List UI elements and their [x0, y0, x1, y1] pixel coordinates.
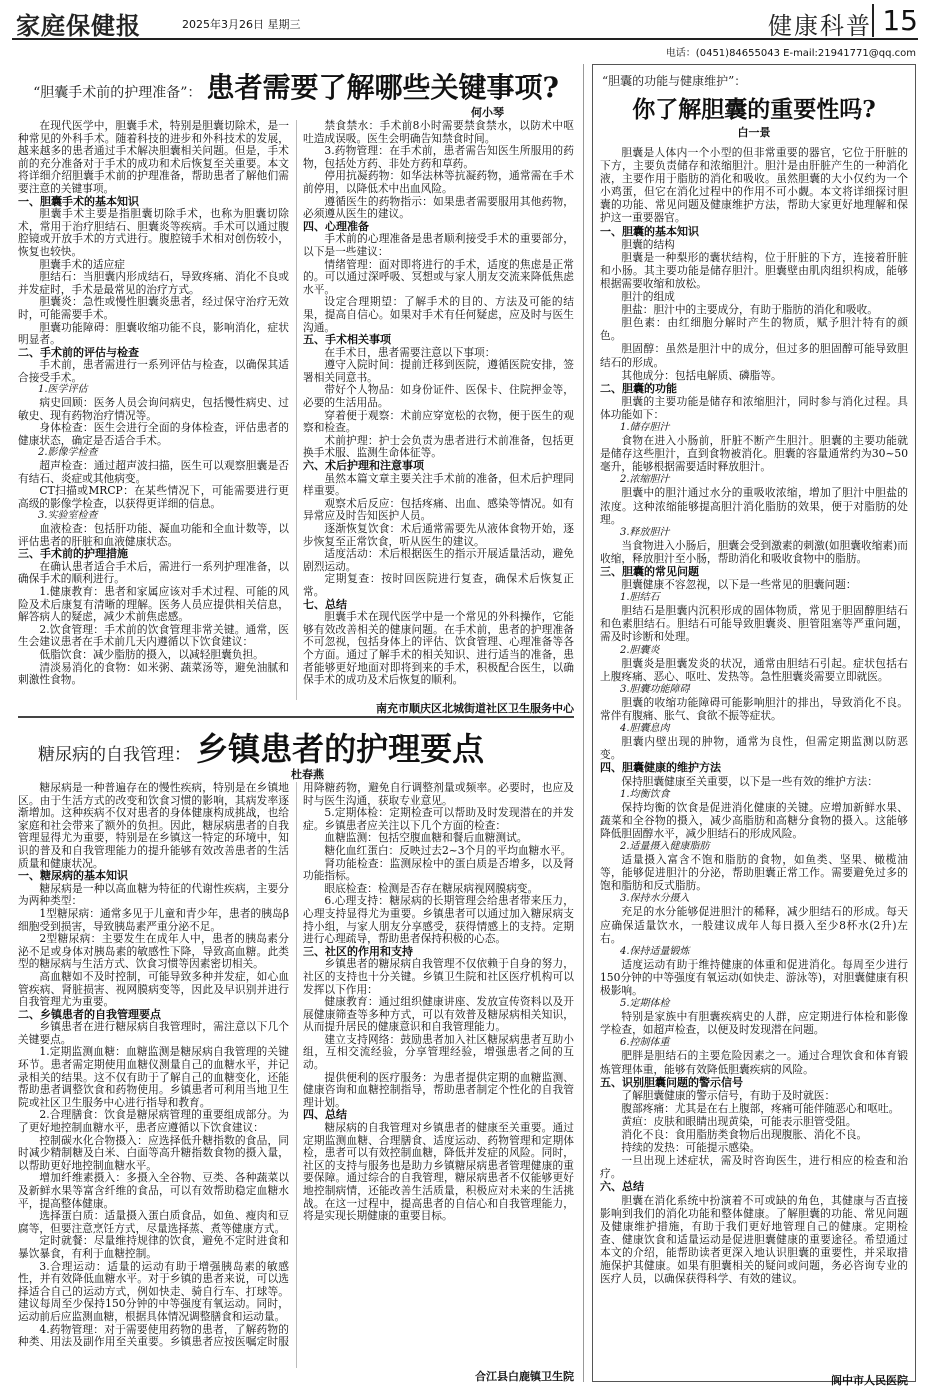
subheading: 1.胆结石: [620, 592, 660, 604]
paragraph: 遵守入院时间：提前迁移到医院，遵循医院安排，签署相关同意书。: [303, 358, 574, 384]
paragraph: 观察术后反应：包括疼痛、出血、感染等情况。如有异常应及时告知医护人员。: [303, 496, 574, 523]
paragraph: 增加纤维素摄入：多摄入全谷物、豆类、各种蔬菜以及新鲜水果等富含纤维的食品，可以有效帮助稳定血糖水平，提高整体健康。: [18, 1171, 289, 1210]
article-title: 你了解胆囊的重要性吗?: [632, 96, 876, 123]
paragraph: 胆结石是胆囊内沉积形成的固体物质，常见于胆固醇胆结石和色素胆结石。胆结石可能导致胆囊炎、胆管阻塞等严重问题，需及时诊断和处理。: [600, 604, 908, 644]
paragraph: 胆囊功能障碍：胆囊收缩功能不良，影响消化，症状明显者。: [18, 320, 289, 347]
paragraph: 超声检查：通过超声波扫描，医生可以观察胆囊是否有结石、炎症或其他病变。: [18, 459, 289, 485]
paragraph: 3.合理运动：适量的运动有助于增强胰岛素的敏感性，并有效降低血糖水平。对于乡镇的患者来说，可以选择适合自己的运动方式，例如快走、骑自行车、打球等。建议每周至少保持150分钟的中等强度有氧运动。同时，运动前后应监测血糖，根据具体情况调整膳食和运动量。: [18, 1259, 289, 1323]
paragraph: 胆囊手术主要是指胆囊切除手术，也称为胆囊切除术，常用于治疗胆结石、胆囊炎等疾病。手术可以通过腹腔镜或开放手术的方式进行。腹腔镜手术相对创伤较小，恢复也较快。: [18, 207, 289, 258]
paragraph: 在确认患者适合手术后，需进行一系列护理准备，以确保手术的顺利进行。: [18, 559, 289, 586]
paragraph: 手术前的心理准备是患者顺利接受手术的重要部分，以下是一些建议：: [303, 232, 574, 258]
article-heading: [18, 724, 574, 766]
subheading: 1.医学评估: [38, 384, 88, 396]
paragraph: 胆盐：胆汁中的主要成分，有助于脂肪的消化和吸收。: [621, 303, 878, 317]
article-author: 何小琴: [471, 106, 504, 119]
paragraph: 胆色素：由红细胞分解时产生的物质，赋予胆汁特有的颜色。: [600, 316, 908, 343]
subheading: 1.均衡饮食: [620, 788, 670, 800]
paragraph: 适度运动有助于维持健康的体重和促进消化。每周至少进行150分钟的中等强度有氧运动(如快走、游泳等)，对胆囊健康有积极影响。: [600, 957, 908, 997]
paragraph: 6.心理支持：糖尿病的长期管理会给患者带来压力，心理支持显得尤为重要。乡镇患者可以通过加入糖尿病支持小组，与家人朋友分享感受，获得情感上的支持。定期进行心理疏导，帮助患者保持积极的心态。: [303, 894, 574, 946]
paragraph: 肾功能检查：监测尿检中的蛋白质是否增多，以及肾功能指标。: [303, 856, 574, 883]
paragraph: 胆囊中的胆汁通过水分的重吸收浓缩，增加了胆汁中胆盐的浓度。这种浓缩能够提高胆汁消化脂肪的效果，便于对脂肪的处理。: [600, 486, 908, 526]
article-body: [600, 146, 908, 1372]
subheading: 3.释放胆汁: [620, 526, 670, 538]
paragraph: 术前护理：护士会负责为患者进行术前准备，包括更换手术服、监测生命体征等。: [303, 433, 574, 460]
subheading: 四、总结: [303, 1108, 347, 1122]
paragraph: 5.定期体检：定期检查可以帮助及时发现潜在的并发症。乡镇患者应关注以下几个方面的检查：: [303, 806, 574, 832]
paragraph: 腹部疼痛：尤其是在右上腹部，疼痛可能伴随恶心和呕吐。: [621, 1101, 900, 1115]
masthead: [12, 6, 918, 40]
paragraph: 胆囊在消化系统中扮演着不可或缺的角色，其健康与否直接影响到我们的消化功能和整体健康。了解胆囊的功能、常见问题及健康维护措施，有助于我们更好地管理自己的健康。定期检查、健康饮食和适量运动是促进胆囊健康的重要途径。希望通过本文的介绍，能帮助读者更深入地认识胆囊的重要性，并采取措施保护其健康。如果有胆囊相关的疑问或问题，务必咨询专业的医疗人员，以确保获得科学、有效的建议。: [600, 1193, 908, 1286]
paragraph: 在现代医学中，胆囊手术，特别是胆囊切除术，是一种常见的外科手术。随着科技的进步和外科技术的发展，越来越多的患者通过手术解决胆囊相关问题。但是，手术前的充分准备对于手术的成功和术后恢复至关重要。本文将详细介绍胆囊手术前的护理准备，帮助患者了解他们需要注意的关键事项。: [18, 119, 289, 195]
subheading: 2.胆囊炎: [620, 644, 660, 656]
paragraph: 胆囊内壁出现的肿物，通常为良性，但需定期监测以防恶变。: [600, 735, 908, 762]
page-number: 15: [872, 4, 918, 37]
paragraph: 当食物进入小肠后，胆囊会受到激素的刺激(如胆囊收缩素)而收缩，释放胆汁至小肠，帮助消化和吸收食物中的脂肪。: [600, 538, 908, 565]
article-title: 乡镇患者的护理要点: [196, 730, 485, 768]
paragraph: 了解胆囊健康的警示信号，有助于及时就医：: [621, 1088, 836, 1102]
paragraph: 1.定期监测血糖：血糖监测是糖尿病自我管理的关键环节。患者需定期使用血糖仪测量自己的血糖水平，并记录相关的结果。这不仅有助于了解自己的血糖变化，还能帮助患者调整饮食和药物使用。乡镇患者可利用当地卫生院或社区卫生服务中心进行指导和教育。: [18, 1045, 289, 1109]
subheading: 2.适量摄入健康脂肪: [620, 840, 710, 852]
paragraph: 遵循医生的药物指示：如果患者需要服用其他药物，必须遵从医生的建议。: [303, 194, 574, 221]
issue-date: 2025年3月26日 星期三: [182, 18, 301, 31]
paragraph: 胆囊的结构: [621, 237, 675, 251]
subheading: 五、手术相关事项: [303, 333, 391, 347]
paragraph: 胆结石：当胆囊内形成结石，导致疼痛、消化不良或并发症时，手术是最常见的治疗方式。: [18, 270, 289, 296]
article-kicker: 糖尿病的自我管理：: [38, 745, 191, 765]
subheading: 3.保持水分摄入: [620, 893, 690, 905]
contact-info: 电话：(0451)84655043 E-mail:21941771@qq.com: [665, 48, 916, 59]
paragraph: 胆固醇：虽然是胆汁中的成分，但过多的胆固醇可能导致胆结石的形成。: [600, 342, 908, 369]
paragraph: 高血糖如不及时控制，可能导致多种并发症，如心血管疾病、肾脏损害、视网膜病变等，因此及早识别并进行自我管理尤为重要。: [18, 969, 289, 1009]
paragraph: 持续的发热：可能提示感染。: [621, 1141, 761, 1155]
paragraph: 情绪管理：面对即将进行的手术，适度的焦虑是正常的。可以通过深呼吸、冥想或与家人朋友交流来降低焦虑水平。: [303, 257, 574, 296]
paragraph: 适度活动：术后根据医生的指示开展适量活动，避免剧烈运动。: [303, 547, 574, 573]
paragraph: 禁食禁水：手术前8小时需要禁食禁水，以防术中呕吐造成误吸。医生会明确告知禁食时间。: [303, 119, 574, 145]
subheading: 2.浓缩胆汁: [620, 474, 670, 486]
article-source: 合江县白鹿镇卫生院: [475, 1370, 574, 1383]
paragraph: 穿着便于观察：术前应穿宽松的衣物，便于医生的观察和检查。: [303, 408, 574, 435]
subheading: 三、社区的作用和支持: [303, 944, 413, 958]
subheading: 3.胆囊功能障碍: [620, 683, 690, 695]
paragraph: 糖化血红蛋白：反映过去2~3个月的平均血糖水平。: [324, 843, 572, 857]
paragraph: 乡镇患者的糖尿病自我管理不仅依赖于自身的努力，社区的支持也十分关键。乡镇卫生院和社区医疗机构可以发挥以下作用：: [303, 957, 574, 996]
article-kicker: “胆囊的功能与健康维护”：: [602, 74, 747, 88]
paragraph: 病史回顾：医务人员会询问病史，包括慢性病史、过敏史、现有药物治疗情况等。: [18, 396, 289, 422]
article-heading: [18, 66, 574, 104]
paragraph: 2.饮食管理：手术前的饮食管理非常关键。通常，医生会建议患者在手术前几天内遵循以下饮食建议：: [18, 622, 289, 649]
paragraph: 2.合理膳食：饮食是糖尿病管理的重要组成部分。为了更好地控制血糖水平，患者应遵循以下饮食建议：: [18, 1108, 289, 1135]
paragraph: 充足的水分能够促进胆汁的稀释，减少胆结石的形成。每天应确保适量饮水，一般建议成年人每日摄入至少8杯水(2升)左右。: [600, 905, 908, 945]
paragraph: 带好个人物品：如身份证件、医保卡、住院押金等，必要的生活用品。: [303, 383, 574, 410]
paragraph: 停用抗凝药物：如华法林等抗凝药物，通常需在手术前停用，以降低术中出血风险。: [303, 169, 574, 195]
paragraph: 提供便利的医疗服务：为患者提供定期的血糖监测、健康咨询和血糖控制指导，帮助患者制定个性化的自我管理计划。: [303, 1070, 574, 1109]
paragraph: 眼底检查：检测是否存在糖尿病视网膜病变。: [324, 881, 539, 895]
section-name: 健康科普: [768, 12, 872, 40]
paragraph: 一旦出现上述症状，需及时咨询医生，进行相应的检查和治疗。: [600, 1154, 908, 1181]
paragraph: 4.药物管理：对于需要使用药物的患者，了解药物的种类、用法及副作用至关重要。乡镇患者应按医嘱定时服用降糖药物，避免自行调整剂量或频率。必要时，也应及时与医生沟通，获取专业意见。: [18, 781, 574, 1349]
paragraph: 胆囊手术在现代医学中是一个常见的外科操作，它能够有效改善相关的健康问题。在手术前，患者的护理准备不可忽视，包括身体上的评估、饮食管理、心理准备等各个方面。通过了解手术的相关知识、进行适当的准备，患者能够更好地面对即将到来的手术，积极配合医生，以确保手术的成功及术后恢复的顺利。: [303, 610, 574, 687]
article-body: [18, 782, 574, 1368]
subheading: 一、胆囊手术的基本知识: [18, 194, 139, 208]
subheading: 4.保持适量锻炼: [620, 945, 690, 957]
subheading: 1.储存胆汁: [620, 421, 670, 433]
paragraph: 糖尿病是一种以高血糖为特征的代谢性疾病，主要分为两种类型：: [18, 881, 289, 908]
paragraph: 定期复查：按时回医院进行复查，确保术后恢复正常。: [303, 572, 574, 598]
paragraph: 胆囊健康不容忽视，以下是一些常见的胆囊问题：: [621, 578, 857, 592]
paragraph: 3.药物管理：在手术前，患者需告知医生所服用的药物，包括处方药、非处方药和草药。: [303, 144, 574, 170]
paragraph: 逐渐恢复饮食：术后通常需要先从液体食物开始，逐步恢复至正常饮食，听从医生的建议。: [303, 522, 574, 548]
paragraph: 虽然本篇文章主要关注手术前的准备，但术后护理同样重要。: [303, 471, 574, 498]
article-author: 白一景: [737, 126, 771, 139]
paragraph: 特别是家族中有胆囊疾病史的人群，应定期进行体检和影像学检查，如超声检查，以便及时发现潜在问题。: [600, 1010, 908, 1037]
article-gallbladder-surgery: [18, 66, 574, 714]
paragraph: 建立支持网络：鼓励患者加入社区糖尿病患者互助小组，互相交流经验，分享管理经验，增强患者之间的互动。: [303, 1032, 574, 1072]
paragraph: 其他成分：包括电解质、磷脂等。: [621, 368, 782, 382]
paragraph: 黄疸：皮肤和眼睛出现黄染，可能表示胆管受阻。: [621, 1114, 857, 1128]
paragraph: 保持胆囊健康至关重要，以下是一些有效的维护方法：: [621, 774, 878, 788]
paragraph: 身体检查：医生会进行全面的身体检查，评估患者的健康状态，确定是否适合手术。: [18, 421, 289, 447]
paragraph: 2型糖尿病：主要发生在成年人中，患者的胰岛素分泌不足或身体对胰岛素的敏感性下降，导致高血糖。此类型的糖尿病与生活方式、饮食习惯等因素密切相关。: [18, 932, 289, 971]
paragraph: 糖尿病的自我管理对乡镇患者的健康至关重要。通过定期监测血糖、合理膳食、适度运动、药物管理和定期体检，患者可以有效控制血糖，降低并发症的风险。同时，社区的支持与服务也是助力乡镇糖尿病患者管理健康的重要保障。通过综合的自我管理，糖尿病患者不仅能够更好地控制病情，还能改善生活质量，积极应对未来的生活挑战。在这一过程中，提高患者的自信心和自我管理能力，将是实现长期健康的重要目标。: [303, 1121, 574, 1223]
article-source: 阆中市人民医院: [831, 1374, 908, 1387]
subheading: 二、乡镇患者的自我管理要点: [18, 1007, 161, 1021]
paragraph: 适量摄入富含不饱和脂肪的食物，如鱼类、坚果、橄榄油等，能够促进胆汁的分泌，帮助胆囊正常工作。需要避免过多的饱和脂肪和反式脂肪。: [600, 853, 908, 893]
article-body: [18, 120, 574, 700]
paragraph: 胆囊炎是胆囊发炎的状况，通常由胆结石引起。症状包括右上腹疼痛、恶心、呕吐、发热等。急性胆囊炎需要立即就医。: [600, 656, 908, 683]
paragraph: 糖尿病是一种普遍存在的慢性疾病，特别是在乡镇地区。由于生活方式的改变和饮食习惯的影响，其病发率逐渐增加。这种疾病不仅对患者的身体健康构成挑战，也给家庭和社会带来了额外的负担。因此，糖尿病患者的自我管理显得尤为重要，特别是在乡镇这一特定的环境中，知识的普及和自我管理能力的提升能够有效改善患者的生活质量和健康状况。: [18, 781, 289, 870]
paragraph: 乡镇患者在进行糖尿病自我管理时，需注意以下几个关键要点。: [18, 1020, 289, 1046]
subheading: 一、胆囊的基本知识: [600, 224, 699, 238]
paragraph: 胆囊是一种梨形的囊状结构，位于肝脏的下方，连接着肝脏和小肠。其主要功能是储存胆汁。胆囊壁由肌肉组织构成，能够根据需要收缩和放松。: [600, 250, 908, 290]
paragraph: 胆囊的收缩功能障碍可能影响胆汁的排出，导致消化不良。常伴有腹痛、胀气、食欲不振等症状。: [600, 695, 908, 723]
paragraph: CT扫描或MRCP：在某些情况下，可能需要进行更高级的影像学检查，以获得更详细的信息。: [18, 484, 289, 510]
subheading: 二、胆囊的功能: [600, 381, 677, 395]
paragraph: 胆囊的主要功能是储存和浓缩胆汁，同时参与消化过程。具体功能如下：: [600, 394, 908, 421]
paragraph: 胆囊炎：急性或慢性胆囊炎患者，经过保守治疗无效时，可能需要手术。: [18, 295, 289, 321]
subheading: 5.定期体检: [620, 998, 670, 1010]
paragraph: 血液检查：包括肝功能、凝血功能和全血计数等，以评估患者的肝脏和血液健康状态。: [18, 522, 289, 548]
subheading: 六、术后护理和注意事项: [303, 459, 424, 473]
paragraph: 消化不良：食用脂肪类食物后出现腹胀、消化不良。: [621, 1128, 868, 1142]
subheading: 六、总结: [600, 1180, 644, 1194]
article-kicker: “胆囊手术前的护理准备”：: [33, 85, 202, 101]
subheading: 二、手术前的评估与检查: [18, 345, 139, 359]
subheading: 三、手术前的护理措施: [18, 547, 128, 561]
article-source: 南充市顺庆区北城街道社区卫生服务中心: [376, 702, 574, 715]
paragraph: 选择蛋白质：适量摄入蛋白质食品，如鱼、瘦肉和豆腐等，但要注意烹饪方式，尽量选择蒸、煮等健康方式。: [18, 1209, 289, 1235]
subheading: 2.影像学检查: [38, 447, 98, 459]
article-diabetes-management: [18, 724, 574, 1384]
paragraph: 胆汁的组成: [621, 290, 675, 304]
subheading: 三、胆囊的常见问题: [600, 565, 699, 578]
paragraph: 1.健康教育：患者和家属应该对手术过程、可能的风险及术后康复有清晰的理解。医务人员应提供相关信息，解答病人的疑虑，减少术前焦虑感。: [18, 584, 289, 624]
paragraph: 控制碳水化合物摄入：应选择低升糖指数的食品，同时减少精制糖及白米、白面等高升糖指数食物的摄入量，以帮助更好地控制血糖水平。: [18, 1133, 289, 1172]
subheading: 6.控制体重: [620, 1037, 670, 1049]
paragraph: 低脂饮食：减少脂肪的摄入，以减轻胆囊负担。: [39, 647, 264, 661]
subheading: 一、糖尿病的基本知识: [18, 869, 128, 883]
subheading: 五、识别胆囊问题的警示信号: [600, 1075, 743, 1089]
subheading: 四、心理准备: [303, 219, 369, 233]
article-title: 患者需要了解哪些关键事项?: [206, 71, 559, 104]
paragraph: 定时就餐：尽量维持规律的饮食，避免不定时进食和暴饮暴食，有利于血糖控制。: [18, 1234, 289, 1260]
paragraph: 在手术日，患者需要注意以下事项：: [324, 345, 496, 359]
subheading: 3.实验室检查: [38, 510, 98, 522]
paragraph: 1型糖尿病：通常多见于儿童和青少年，患者的胰岛β细胞受到损害，导致胰岛素严重分泌不足。: [18, 906, 289, 933]
article-author: 杜春燕: [291, 768, 324, 781]
paragraph: 手术前，患者需进行一系列评估与检查，以确保其适合接受手术。: [18, 358, 289, 384]
paragraph: 血糖监测：包括空腹血糖和餐后血糖测试。: [324, 831, 528, 845]
paragraph: 胆囊是人体内一个小型的但非常重要的器官，它位于肝脏的下方，主要负责储存和浓缩胆汁。胆汁是由肝脏产生的一种消化液，主要作用于脂肪的消化和吸收。虽然胆囊的大小仅约为一个小鸡蛋，但它在消化过程中的作用不可小觑。本文将详细探讨胆囊的功能、常见问题及健康维护方法，帮助大家更好地理解和保护这一重要器官。: [600, 146, 908, 225]
paragraph: 保持均衡的饮食是促进消化健康的关键。应增加新鲜水果、蔬菜和全谷物的摄入，减少高脂肪和高糖分食物的摄入。这能够降低胆固醇水平，减少胆结石的形成风险。: [600, 800, 908, 840]
newspaper-title: 家庭保健报: [16, 11, 141, 40]
subheading: 七、总结: [303, 597, 347, 611]
column-divider: [583, 64, 584, 1382]
paragraph: 食物在进入小肠前，肝脏不断产生胆汁。胆囊的主要功能就是储存这些胆汁，直到食物被消化。胆囊的容量通常约为30~50毫升，能够根据需要适时释放胆汁。: [600, 434, 908, 474]
paragraph: 健康教育：通过组织健康讲座、发放宣传资料以及开展健康筛查等多种方式，可以有效普及糖尿病相关知识，从而提升居民的健康意识和自我管理能力。: [303, 995, 574, 1034]
paragraph: 设定合理期望：了解手术的目的、方法及可能的结果，提高自信心。如果对手术有任何疑虑，应及时与医生沟通。: [303, 295, 574, 334]
article-gallbladder-function: [600, 72, 908, 1387]
section-divider: [18, 716, 574, 718]
subheading: 四、胆囊健康的维护方法: [600, 761, 721, 775]
paragraph: 清淡易消化的食物：如米粥、蔬菜汤等，避免油腻和刺激性食物。: [18, 660, 289, 687]
paragraph: 肥胖是胆结石的主要危险因素之一。通过合理饮食和体育锻炼管理体重，能够有效降低胆囊疾病的风险。: [600, 1049, 908, 1076]
paragraph: 胆囊手术的适应症: [39, 257, 125, 271]
subheading: 4.胆囊息肉: [620, 723, 670, 735]
